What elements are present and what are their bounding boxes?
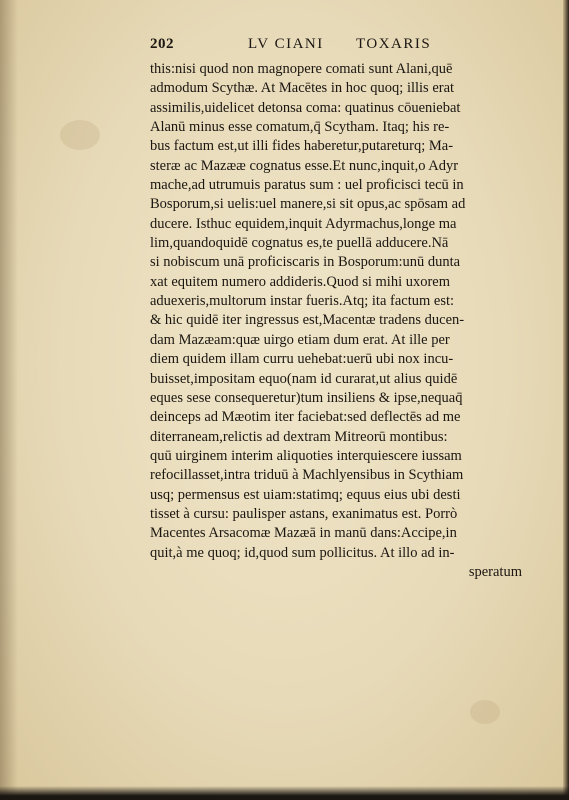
text-line: diterraneam,relictis ad dextram Mitreorū montibus: <box>150 428 448 445</box>
page-number: 202 <box>150 36 174 52</box>
text-line: buisset,impositam equo(nam id curarat,ut alius quidē <box>150 370 458 387</box>
catchword: speratum <box>468 563 522 580</box>
text-line: aduexeris,multorum instar fueris.Atq; ita factum est: <box>150 293 455 310</box>
running-head-author: LV CIANI <box>248 36 324 52</box>
running-head-title: TOXARIS <box>356 36 432 52</box>
text-line: mache,ad utrumuis paratus sum : uel proficisci tecū in <box>150 177 464 194</box>
running-header <box>150 36 510 60</box>
text-line: bus factum est,ut illi fides haberetur,putareturq; Ma- <box>150 138 454 155</box>
text-line: eques sese consequeretur)tum insiliens & ipse,nequaq̄ <box>150 389 463 406</box>
paper-stain <box>60 120 100 150</box>
text-line: diem quidem illam curru uehebat:uerū ubi nox incu- <box>150 351 454 368</box>
text-line: usq; permensus est uiam:statimq; equus eius ubi desti <box>150 486 461 503</box>
spine-shadow <box>0 0 18 800</box>
text-line: refocillasset,intra triduū à Machlyensibus in Scythiam <box>150 467 464 484</box>
text-line: tisset à cursu: paulisper astans, exanimatus est. Porrò <box>150 505 458 522</box>
text-line: admodum Scythæ. At Macētes in hoc quoq; illis erat <box>150 80 455 97</box>
text-line: si nobiscum unā proficiscaris in Bosporum:unū dunta <box>150 254 461 271</box>
page-edge <box>563 0 569 800</box>
text-line: quū uirginem interim aliquoties interquiescere iussam <box>150 447 462 464</box>
body-text <box>150 60 522 582</box>
text-line: Bosporum,si uelis:uel manere,si sit opus,ac spōsam ad <box>150 196 466 213</box>
page-bottom-edge <box>0 786 569 800</box>
text-line: steræ ac Mazææ cognatus esse.Et nunc,inquit,o Adyr <box>150 157 459 174</box>
text-line: & hic quidē iter ingressus est,Macentæ tradens ducen- <box>150 312 465 329</box>
text-line: deinceps ad Mæotim iter faciebat:sed deflectēs ad me <box>150 409 461 426</box>
text-line: xat equitem numero addideris.Quod si mihi uxorem <box>150 273 451 290</box>
text-line: assimilis,uidelicet detonsa coma: quatinus cōueniebat <box>150 99 461 116</box>
text-line: lim,quandoquidē cognatus es,te puellā adducere.Nā <box>150 235 449 252</box>
text-line: quit,à me quoq; id,quod sum pollicitus. At illo ad in- <box>150 544 455 561</box>
text-line: Alanū minus esse comatum,q̄ Scytham. Itaq; his re- <box>150 119 450 136</box>
text-line: this:nisi quod non magnopere comati sunt Alani,quē <box>150 61 453 77</box>
text-line: ducere. Isthuc equidem,inquit Adyrmachus,longe ma <box>150 215 457 232</box>
paper-stain <box>470 700 500 724</box>
text-line: dam Mazæam:quæ uirgo etiam dum erat. At ille per <box>150 331 450 348</box>
text-line: Macentes Arsacomæ Mazæā in manū dans:Accipe,in <box>150 525 457 542</box>
